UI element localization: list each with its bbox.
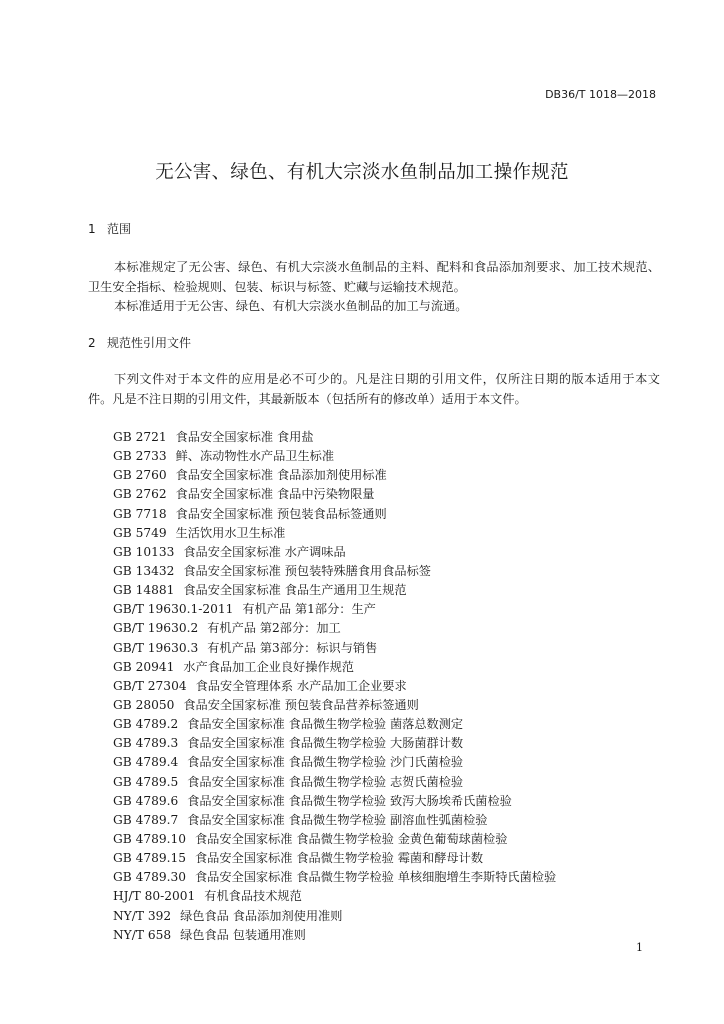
section-heading-scope	[88, 220, 131, 237]
reference-item	[113, 447, 556, 466]
reference-item	[113, 524, 556, 543]
reference-code: GB/T 19630.1-2011	[113, 602, 234, 617]
reference-title: 食品安全国家标准 食品微生物学检验 菌落总数测定	[187, 717, 464, 732]
reference-code: GB 5749	[113, 525, 167, 540]
reference-title: 食品安全国家标准 预包装食品标签通则	[175, 506, 387, 521]
reference-title: 食品安全国家标准 食品微生物学检验 单核细胞增生李斯特氏菌检验	[194, 870, 557, 885]
reference-code: GB 4789.6	[113, 793, 179, 808]
reference-item	[113, 562, 556, 581]
reference-code: GB 4789.15	[113, 851, 186, 866]
reference-title: 有机产品 第2部分：加工	[207, 621, 341, 636]
reference-title: 食品安全国家标准 预包装食品营养标签通则	[183, 697, 419, 712]
reference-title: 食品安全国家标准 食品微生物学检验 大肠菌群计数	[187, 736, 464, 751]
reference-item	[113, 734, 556, 753]
reference-item	[113, 658, 556, 677]
reference-item	[113, 887, 556, 906]
reference-code: GB 14881	[113, 583, 175, 598]
reference-code: GB 2762	[113, 487, 167, 502]
reference-item	[113, 907, 556, 926]
reference-title: 有机食品技术规范	[204, 889, 302, 904]
page-number: 1	[636, 941, 643, 954]
reference-item	[113, 581, 556, 600]
reference-code: GB 7718	[113, 506, 167, 521]
reference-item	[113, 600, 556, 619]
reference-code: GB 4789.5	[113, 774, 179, 789]
reference-title: 生活饮用水卫生标准	[175, 525, 286, 540]
document-title: 无公害、绿色、有机大宗淡水鱼制品加工操作规范	[155, 162, 569, 183]
reference-item	[113, 792, 556, 811]
reference-item	[113, 753, 556, 772]
reference-item	[113, 505, 556, 524]
reference-item	[113, 639, 556, 658]
reference-code: GB 4789.30	[113, 870, 186, 885]
reference-title: 鲜、冻动物性水产品卫生标准	[175, 449, 335, 464]
reference-title: 水产食品加工企业良好操作规范	[183, 659, 354, 674]
reference-title: 食品安全国家标准 食品微生物学检验 志贺氏菌检验	[187, 774, 464, 789]
reference-item	[113, 485, 556, 504]
reference-item	[113, 466, 556, 485]
reference-code: GB 4789.7	[113, 812, 179, 827]
paragraph: 本标准规定了无公害、绿色、有机大宗淡水鱼制品的主料、配料和食品添加剂要求、加工技术规范、卫生安全指标、检验规则、包装、标识与标签、贮藏与运输技术规范。	[88, 260, 660, 294]
standard-code: DB36/T 1018—2018	[545, 88, 656, 101]
reference-item	[113, 868, 556, 887]
reference-code: GB 13432	[113, 563, 175, 578]
reference-code: HJ/T 80-2001	[113, 889, 196, 904]
reference-code: GB 4789.10	[113, 831, 186, 846]
reference-title: 食品安全国家标准 食品微生物学检验 致泻大肠埃希氏菌检验	[187, 793, 512, 808]
reference-code: GB 2733	[113, 449, 167, 464]
reference-code: GB 4789.4	[113, 755, 179, 770]
reference-title: 食品安全国家标准 水产调味品	[183, 544, 346, 559]
reference-item	[113, 773, 556, 792]
reference-title: 食品安全国家标准 预包装特殊膳食用食品标签	[183, 563, 431, 578]
reference-list	[113, 428, 556, 945]
reference-code: GB 4789.2	[113, 717, 179, 732]
reference-title: 食品安全国家标准 食品微生物学检验 金黄色葡萄球菌检验	[194, 831, 508, 846]
section-number: 2	[88, 336, 96, 350]
reference-code: NY/T 392	[113, 908, 172, 923]
reference-item	[113, 677, 556, 696]
reference-title: 食品安全国家标准 食品添加剂使用标准	[175, 468, 387, 483]
reference-title: 绿色食品 包装通用准则	[180, 927, 306, 942]
reference-item	[113, 619, 556, 638]
reference-item	[113, 696, 556, 715]
reference-title: 食品安全国家标准 食品中污染物限量	[175, 487, 375, 502]
reference-title: 食品安全国家标准 食品微生物学检验 副溶血性弧菌检验	[187, 812, 488, 827]
reference-item	[113, 428, 556, 447]
reference-item	[113, 715, 556, 734]
reference-code: GB/T 27304	[113, 678, 187, 693]
reference-title: 食品安全国家标准 食品生产通用卫生规范	[183, 583, 407, 598]
section-heading-normative-references	[88, 334, 191, 351]
reference-code: GB 20941	[113, 659, 175, 674]
reference-title: 食品安全管理体系 水产品加工企业要求	[195, 678, 407, 693]
reference-title: 绿色食品 食品添加剂使用准则	[180, 908, 343, 923]
reference-item	[113, 849, 556, 868]
section-title: 范围	[107, 222, 132, 236]
reference-item	[113, 543, 556, 562]
reference-title: 有机产品 第3部分：标识与销售	[207, 640, 378, 655]
reference-item	[113, 830, 556, 849]
reference-item	[113, 926, 556, 945]
reference-code: GB 2760	[113, 468, 167, 483]
reference-code: GB 2721	[113, 430, 167, 444]
reference-code: GB 28050	[113, 697, 175, 712]
reference-title: 食品安全国家标准 食品微生物学检验 霉菌和酵母计数	[194, 851, 484, 866]
reference-title: 食品安全国家标准 食用盐	[175, 430, 314, 444]
section-title: 规范性引用文件	[107, 336, 192, 350]
reference-code: GB 10133	[113, 544, 175, 559]
reference-code: GB/T 19630.3	[113, 640, 199, 655]
reference-title: 食品安全国家标准 食品微生物学检验 沙门氏菌检验	[187, 755, 464, 770]
paragraph: 下列文件对于本文件的应用是必不可少的。凡是注日期的引用文件，仅所注日期的版本适用于本文件。凡是不注日期的引用文件，其最新版本（包括所有的修改单）适用于本文件。	[88, 372, 660, 406]
reference-code: GB 4789.3	[113, 736, 179, 751]
reference-item	[113, 811, 556, 830]
reference-title: 有机产品 第1部分：生产	[242, 602, 376, 617]
section-number: 1	[88, 222, 96, 236]
reference-code: NY/T 658	[113, 927, 172, 942]
paragraph: 本标准适用于无公害、绿色、有机大宗淡水鱼制品的加工与流通。	[114, 299, 468, 313]
reference-code: GB/T 19630.2	[113, 621, 199, 636]
